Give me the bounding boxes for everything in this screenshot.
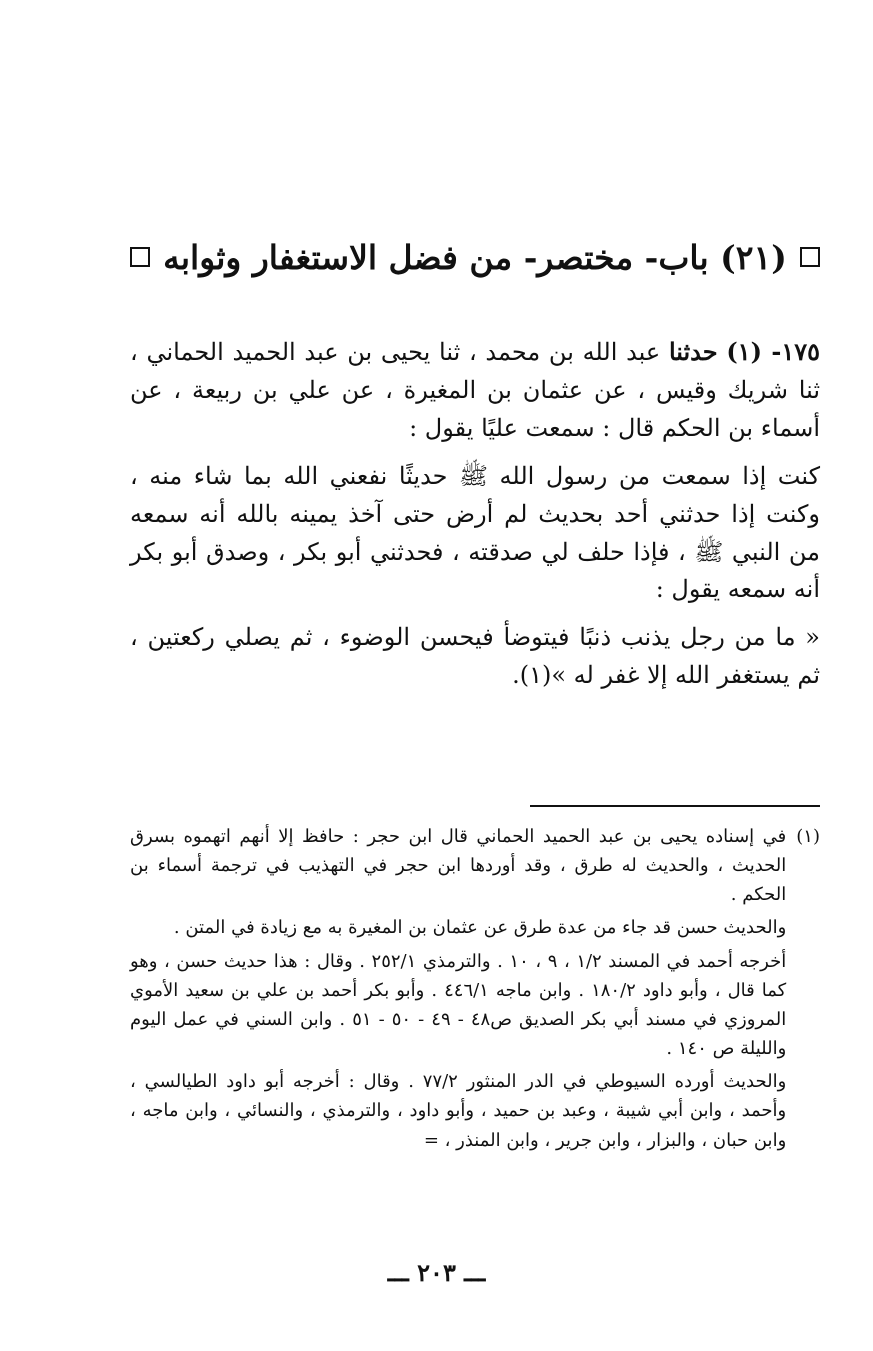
hadith-number: ١٧٥- (١) [726, 337, 820, 366]
hadith-quote-paragraph: « ما من رجل يذنب ذنبًا فيتوضأ فيحسن الوضوء ، ثم يصلي ركعتين ، ثم يستغفر الله إلا غفر له »(١). [130, 623, 820, 690]
hadith-body-paragraph: كنت إذا سمعت من رسول الله ﷺ حديثًا نفعني الله بما شاء منه ، وكنت إذا حدثني أحد بحديث لم أرض حتى آخذ يمينه بالله أنه سمعه من النبي ﷺ ، فإذا حلف لي صدقته ، فحدثني أبو بكر ، وصدق أبو بكر أنه سمعه يقول : [130, 461, 820, 604]
footnote-paragraph: أخرجه أحمد في المسند ١/٢ ، ٩ ، ١٠ . والترمذي ٢٥٢/١ . وقال : هذا حديث حسن ، وهو كما قال ، وأبو داود ١٨٠/٢ . وابن ماجه ٤٤٦/١ . وأبو بكر أحمد بن علي بن سعيد الأموي المروزي في مسند أبي بكر الصديق ص٤٨ - ٤٩ - ٥٠ - ٥١ . وابن السني في عمل اليوم والليلة ص ١٤٠ . [130, 950, 787, 1060]
chapter-heading [130, 232, 820, 282]
hadith-text [130, 333, 820, 705]
footnote-separator [530, 805, 820, 807]
footnote [130, 822, 820, 1159]
footnote-paragraph: والحديث أورده السيوطي في الدر المنثور ٧٧/٢ . وقال : أخرجه أبو داود الطيالسي ، وأحمد ، وابن أبي شيبة ، وعبد بن حميد ، وأبو داود ، والترمذي ، والنسائي ، وابن ماجه ، وابن حبان ، والبزار ، وابن جرير ، وابن المنذر ، = [130, 1071, 787, 1151]
page-number: ـــ ٢٠٣ ـــ [387, 1258, 486, 1287]
hadith-isnad-paragraph [130, 333, 820, 448]
hadith-isnad: عبد الله بن محمد ، ثنا يحيى بن عبد الحميد الحماني ، ثنا شريك وقيس ، عن عثمان بن المغيرة ، عن علي بن ربيعة ، عن أسماء بن الحكم قال : سمعت عليًا يقول : [130, 338, 820, 442]
chapter-title: (٢١) باب- مختصر- من فضل الاستغفار وثوابه [163, 237, 787, 277]
hadith-lead-word: حدثنا [668, 337, 718, 366]
footnote-number: (١) [796, 826, 820, 847]
footnote-body [130, 822, 786, 1159]
square-ornament-icon [800, 247, 820, 267]
footnote-paragraph: والحديث حسن قد جاء من عدة طرق عن عثمان بن المغيرة به مع زيادة في المتن . [173, 917, 787, 939]
square-ornament-icon [130, 247, 150, 267]
footnote-paragraph: في إسناده يحيى بن عبد الحميد الحماني قال ابن حجر : حافظ إلا أنهم اتهموه بسرق الحديث ، والحديث له طرق ، وقد أوردها ابن حجر في التهذيب في ترجمة أسماء بن الحكم . [130, 826, 787, 906]
footnotes [130, 822, 820, 1159]
